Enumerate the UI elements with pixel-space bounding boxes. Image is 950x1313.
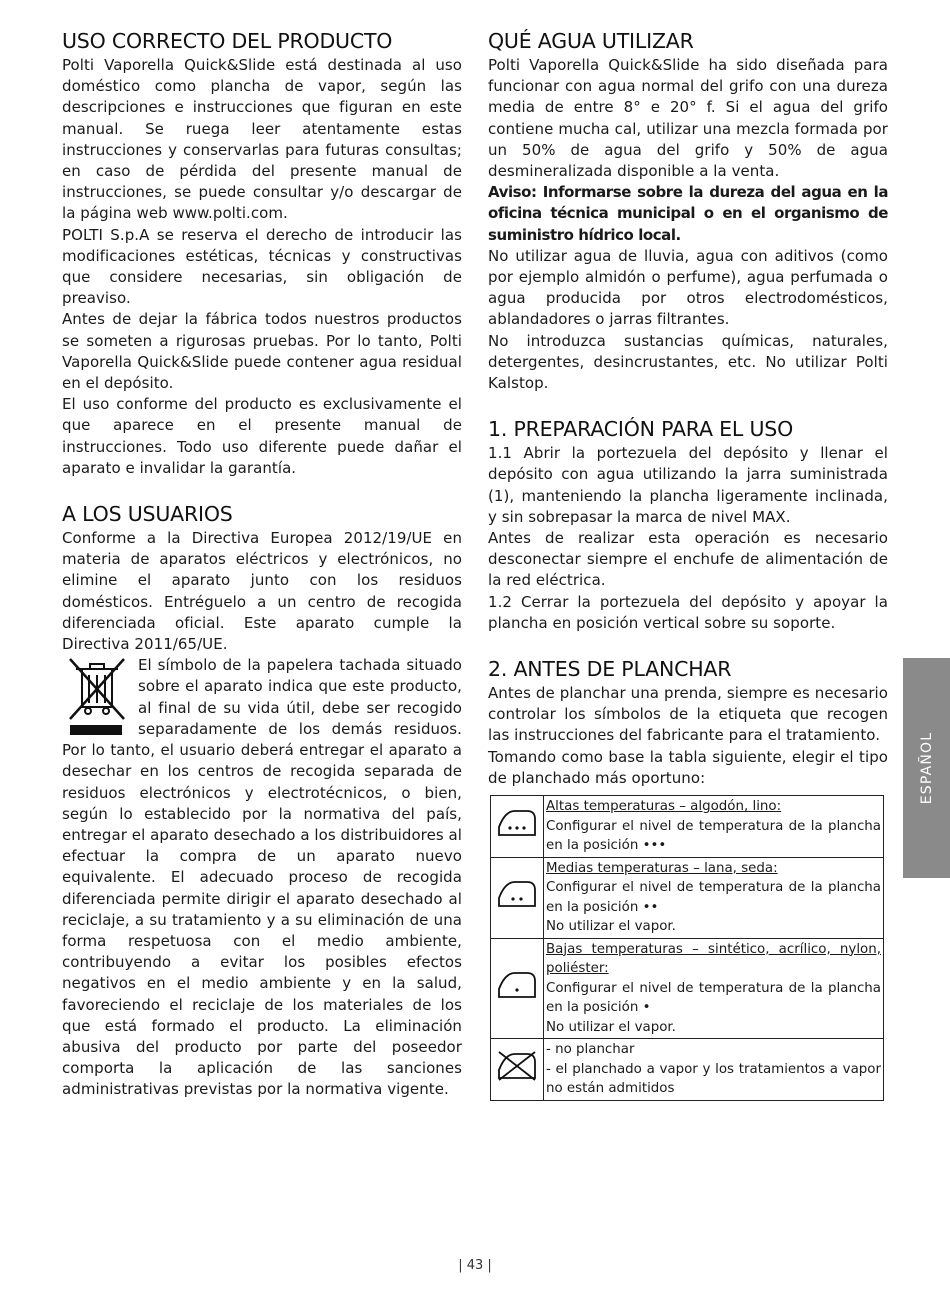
iron-crossed-icon: [491, 1039, 544, 1101]
right-column: [488, 28, 888, 1101]
row-text: No utilizar el vapor.: [546, 1019, 676, 1035]
section-title-uso-correcto: USO CORRECTO DEL PRODUCTO: [62, 29, 393, 53]
paragraph: 1.2 Cerrar la portezuela del depósito y apoyar la plancha en posición vertical sobre su soporte.: [488, 592, 888, 632]
paragraph: 1.1 Abrir la portezuela del depósito y llenar el depósito con agua utilizando la jarra suministrada (1), manteniendo la plancha ligeramente inclinada, y sin sobrepasar la marca de nivel MAX.: [488, 444, 888, 526]
paragraph: Conforme a la Directiva Europea 2012/19/UE en materia de aparatos eléctricos y electrónicos, no elimine el aparato junto con los residuos domésticos. Entréguelo a un centro de recogida diferenciada oficial. Este aparato cumple la Directiva 2011/65/UE.: [62, 529, 462, 654]
language-tab-label: ESPAÑOL: [918, 731, 935, 805]
table-cell: [544, 938, 884, 1039]
paragraph: No utilizar agua de lluvia, agua con aditivos (como por ejemplo almidón o perfume), agua perfumada o agua producida por otros electrodomésticos, ablandadores o jarras filtrantes.: [488, 246, 888, 329]
table-row: [491, 857, 884, 938]
table-cell: [544, 857, 884, 938]
row-text: No utilizar el vapor.: [546, 919, 676, 935]
iron-three-dots-icon: [491, 796, 544, 858]
crossed-bin-icon: [62, 655, 132, 737]
paragraph: Antes de dejar la fábrica todos nuestros productos se someten a rigurosas pruebas. Por lo tanto, Polti Vaporella Quick&Slide puede contener agua residual en el depósito.: [62, 310, 462, 393]
paragraph: El uso conforme del producto es exclusivamente el que aparece en el presente manual de instrucciones. Todo uso diferente puede dañar el aparato e invalidar la garantía.: [62, 395, 462, 477]
paragraph: Polti Vaporella Quick&Slide ha sido diseñada para funcionar con agua normal del grifo con una dureza media de entre 8° e 20° f. Si el agua del grifo contiene mucha cal, utilizar una mezcla formada por un 50% de agua del grifo y 50% de agua desmineralizada disponible a la venta.: [488, 56, 888, 181]
paragraph: Tomando como base la tabla siguiente, elegir el tipo de planchado más oportuno:: [488, 747, 888, 787]
table-row: [491, 938, 884, 1039]
table-row: [491, 1039, 884, 1101]
row-heading: Medias temperaturas – lana, seda:: [546, 860, 778, 876]
ironing-table: [490, 795, 884, 1101]
page-number: | 43 |: [458, 1258, 492, 1273]
paragraph: El símbolo de la papelera tachada situado sobre el aparato indica que este producto, al final de su vida útil, debe ser recogido separadamente de los demás residuos. Por lo tanto, el usuario deberá entregar el aparato a desechar en los centros de recogida separada de residuos electrónicos y electrotécnicos, o bien, según lo establecido por la normativa del país, entregar el aparato desechado a los distribuidores al efectuar la compra de un aparato nuevo equivalente. El adecuado proceso de recogida diferenciada permite dirigir el aparato desechado al reciclaje, a su tratamiento y a su eliminación de una forma respetuosa con el medio ambiente, contribuyendo a evitar los posibles efectos negativos en el medio ambiente y en la salud, favoreciendo el reciclaje de los materiales de los que está formado el producto. La eliminación abusiva del producto por parte del poseedor comporta la aplicación de las sanciones administrativas previstas por la normativa vigente.: [62, 656, 462, 1099]
table-row: [491, 796, 884, 858]
left-column: [62, 28, 462, 1101]
language-tab: [903, 658, 950, 878]
iron-one-dot-icon: [491, 938, 544, 1039]
row-text: Configurar el nivel de temperatura de la plancha en la posición ••: [546, 880, 881, 915]
paragraph: POLTI S.p.A se reserva el derecho de introducir las modificaciones estéticas, técnicas y constructivas que considere necesarias, sin obligación de preaviso.: [62, 225, 462, 308]
row-text: - el planchado a vapor y los tratamientos a vapor no están admitidos: [546, 1061, 881, 1097]
paragraph: Antes de realizar esta operación es necesario desconectar siempre el enchufe de alimentación de la red eléctrica.: [488, 529, 888, 590]
row-heading: Altas temperaturas – algodón, lino:: [546, 799, 782, 815]
iron-two-dots-icon: [491, 857, 544, 938]
paragraph: No introduzca sustancias químicas, naturales, detergentes, desincrustantes, etc. No utilizar Polti Kalstop.: [488, 331, 888, 393]
paragraph: Polti Vaporella Quick&Slide está destinada al uso doméstico como plancha de vapor, según las descripciones e instrucciones que figuran en este manual. Se ruega leer atentamente estas instrucciones y conservarlas para futuras consultas; en caso de pérdida del presente manual de instrucciones, se puede consultar y/o descargar de la página web www.polti.com.: [62, 56, 462, 223]
row-text: - no planchar: [546, 1042, 635, 1058]
section-title-antes-planchar: 2. ANTES DE PLANCHAR: [488, 657, 732, 682]
row-text: Configurar el nivel de temperatura de la plancha en la posición •••: [546, 818, 881, 854]
warning-paragraph: Aviso: Informarse sobre la dureza del agua en la oficina técnica municipal o en el organismo de suministro hídrico local.: [488, 183, 888, 244]
section-title-usuarios: A LOS USUARIOS: [62, 502, 233, 527]
row-heading: Bajas temperaturas – sintético, acrílico, nylon, poliéster:: [546, 941, 881, 977]
row-text: Configurar el nivel de temperatura de la plancha en la posición •: [546, 980, 881, 1016]
table-cell: [544, 1039, 884, 1101]
section-title-agua: QUÉ AGUA UTILIZAR: [488, 29, 694, 53]
section-title-preparacion: 1. PREPARACIÓN PARA EL USO: [488, 417, 794, 442]
paragraph: Antes de planchar una prenda, siempre es necesario controlar los símbolos de la etiqueta que recogen las instrucciones del fabricante para el tratamiento.: [488, 684, 888, 745]
table-cell: [544, 796, 884, 858]
